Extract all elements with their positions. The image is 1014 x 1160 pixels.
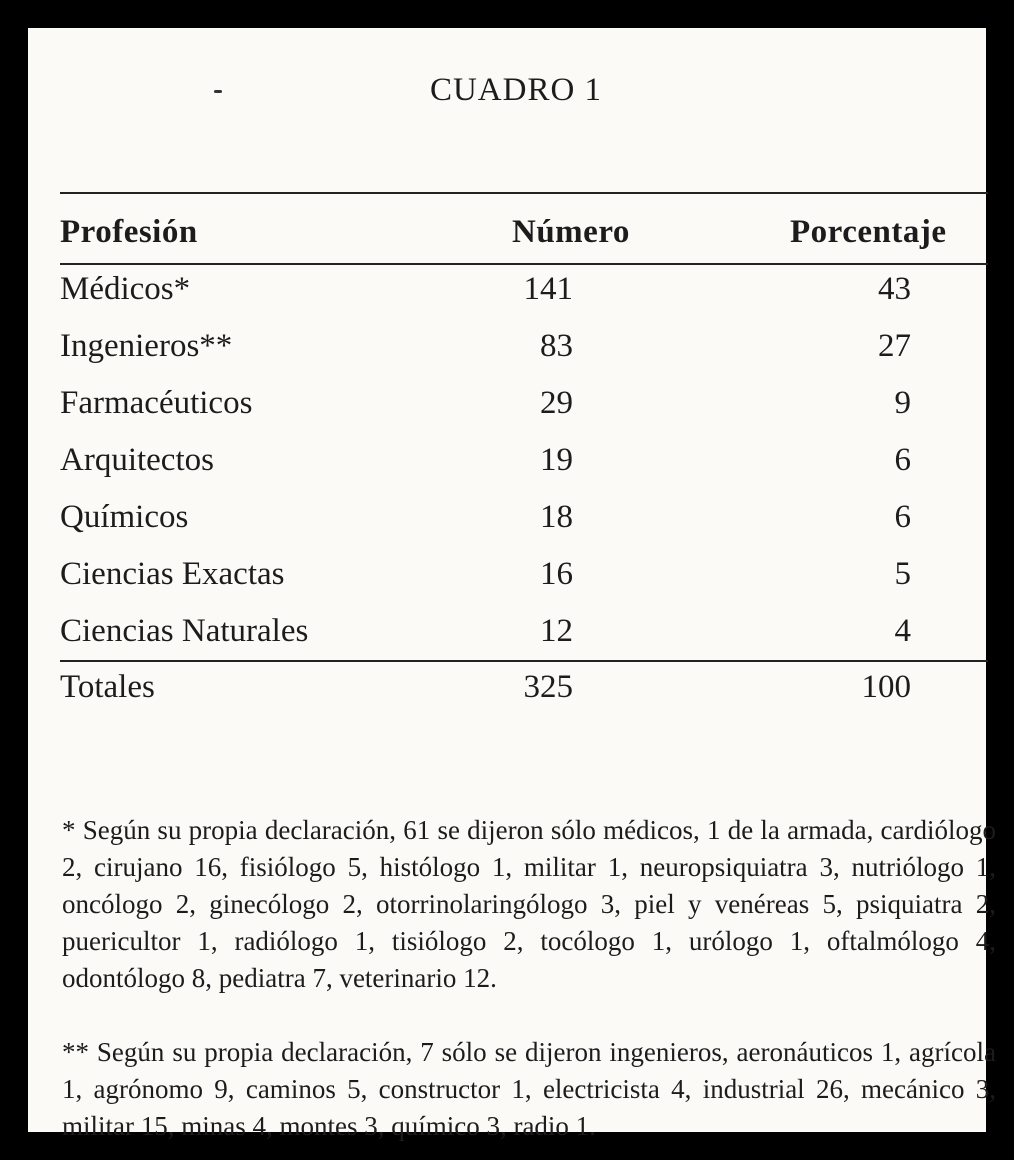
column-header-percentage: Porcentaje [790,214,947,250]
footnote-medicos: * Según su propia declaración, 61 se dijeron sólo médicos, 1 de la armada, cardiólogo 2, cirujano 16, fisiólogo 5, histólogo 1, militar 1, neuropsiquiatra 3, nutriólogo 1, oncólogo 2, ginecólogo 2, otorrinolaringólogo 3, piel y venéreas 5, psiquiatra 2, puericultor 1, radiólogo 1, tisiólogo 2, tocólogo 1, urólogo 1, oftalmólogo 4, odontólogo 8, pediatra 7, veterinario 12. [62,815,996,993]
cell-percentage: 6 [894,442,911,478]
cell-profession: Farmacéuticos [60,385,253,421]
table-row [28,271,1014,321]
table-row [28,385,1014,435]
table-row [28,613,1014,663]
footnote-ingenieros: ** Según su propia declaración, 7 sólo se dijeron ingenieros, aeronáuticos 1, agrícola 1, agrónomo 9, caminos 5, constructor 1, electricista 4, industrial 26, mecánico 3, militar 15, minas 4, montes 3, químico 3, radio 1. [62,1037,996,1141]
cell-profession: Ciencias Exactas [60,556,285,592]
cell-percentage: 27 [878,328,911,364]
column-header-profession: Profesión [60,214,198,250]
cell-percentage: 5 [894,556,911,592]
totals-label: Totales [60,669,155,705]
table-row [28,499,1014,549]
document-page [28,28,996,1141]
column-header-number: Número [512,214,630,250]
cell-percentage: 43 [878,271,911,307]
cell-profession: Ciencias Naturales [60,613,309,649]
cell-number: 12 [540,613,573,649]
cell-percentage: 4 [894,613,911,649]
table-title: CUADRO 1 [429,72,603,108]
table-row [28,442,1014,492]
cell-number: 16 [540,556,573,592]
cell-number: 19 [540,442,573,478]
table-header-rule [60,263,988,265]
cell-percentage: 9 [894,385,911,421]
totals-row [28,669,1014,719]
cell-number: 29 [540,385,573,421]
cell-number: 18 [540,499,573,535]
totals-percentage: 100 [861,669,911,705]
cell-profession: Ingenieros** [60,328,233,364]
cell-profession: Arquitectos [60,442,214,478]
cell-profession: Químicos [60,499,189,535]
cell-number: 141 [523,271,573,307]
table-top-rule [60,192,988,194]
cell-profession: Médicos* [60,271,191,307]
totals-number: 325 [523,669,573,705]
cell-percentage: 6 [894,499,911,535]
cell-number: 83 [540,328,573,364]
table-row [28,556,1014,606]
table-row [28,328,1014,378]
table-totals-rule [60,660,988,662]
